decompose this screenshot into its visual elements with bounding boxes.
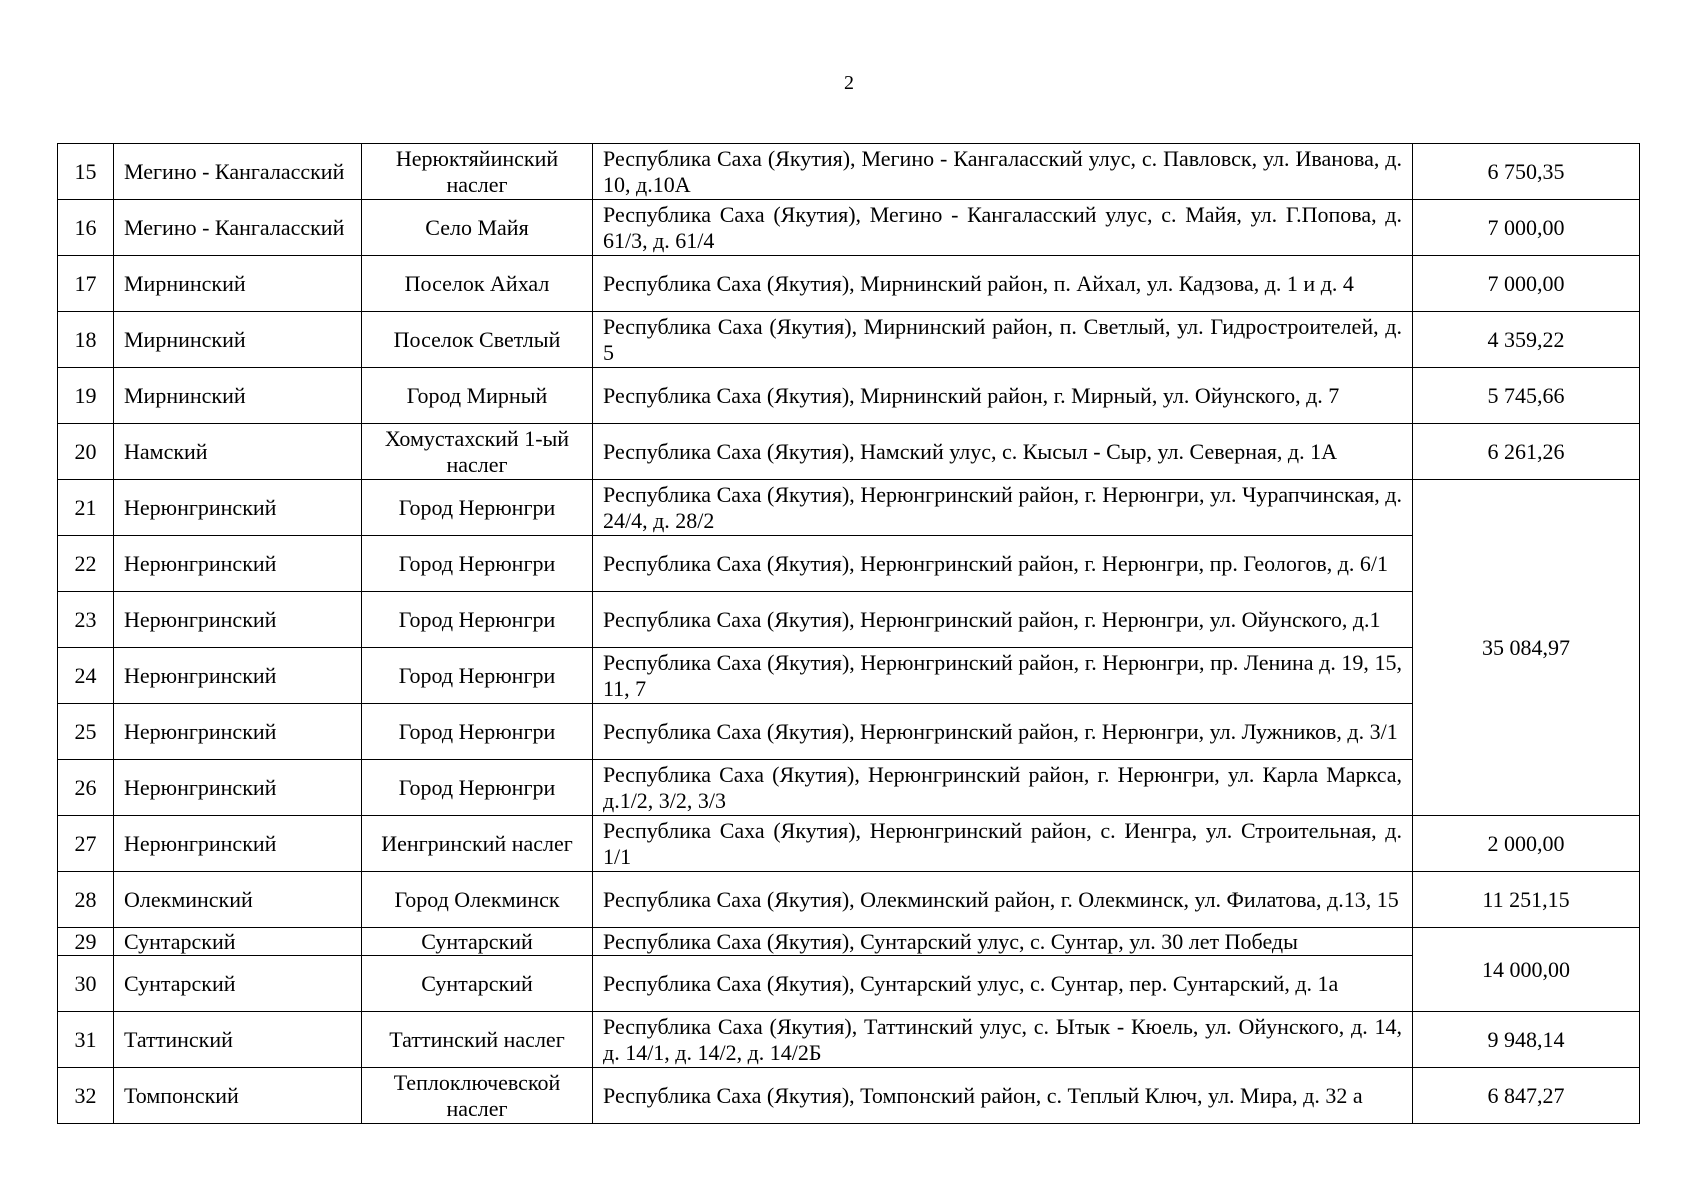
table-row [58, 592, 1640, 648]
amount-cell: 4 359,22 [1413, 312, 1640, 368]
settlement-cell: Город Олекминск [362, 872, 593, 928]
merged-amount-cell: 35 084,97 [1413, 480, 1640, 816]
row-number: 30 [58, 956, 114, 1012]
settlement-cell: Город Нерюнгри [362, 760, 593, 816]
settlement-cell: Село Майя [362, 200, 593, 256]
row-number: 22 [58, 536, 114, 592]
address-cell: Республика Саха (Якутия), Мегино - Кангаласский улус, с. Майя, ул. Г.Попова, д. 61/3, д. 61/4 [593, 200, 1413, 256]
address-cell: Республика Саха (Якутия), Сунтарский улус, с. Сунтар, пер. Сунтарский, д. 1а [593, 956, 1413, 1012]
amount-cell: 5 745,66 [1413, 368, 1640, 424]
settlement-cell: Город Нерюнгри [362, 592, 593, 648]
table-row [58, 1012, 1640, 1068]
amount-cell: 7 000,00 [1413, 200, 1640, 256]
district-cell: Томпонский [114, 1068, 362, 1124]
address-cell: Республика Саха (Якутия), Мирнинский район, г. Мирный, ул. Ойунского, д. 7 [593, 368, 1413, 424]
merged-amount-cell: 14 000,00 [1413, 928, 1640, 1012]
settlement-cell: Таттинский наслег [362, 1012, 593, 1068]
row-number: 23 [58, 592, 114, 648]
amount-cell: 2 000,00 [1413, 816, 1640, 872]
table-row [58, 424, 1640, 480]
row-number: 26 [58, 760, 114, 816]
address-cell: Республика Саха (Якутия), Нерюнгринский район, г. Нерюнгри, пр. Геологов, д. 6/1 [593, 536, 1413, 592]
amount-cell: 6 847,27 [1413, 1068, 1640, 1124]
address-cell: Республика Саха (Якутия), Нерюнгринский район, г. Нерюнгри, ул. Лужников, д. 3/1 [593, 704, 1413, 760]
settlement-cell: Теплоключевской наслег [362, 1068, 593, 1124]
amount-cell: 6 261,26 [1413, 424, 1640, 480]
district-cell: Мирнинский [114, 256, 362, 312]
address-amount-table [57, 143, 1640, 1124]
row-number: 16 [58, 200, 114, 256]
settlement-cell: Иенгринский наслег [362, 816, 593, 872]
settlement-cell: Нерюктяйинский наслег [362, 144, 593, 200]
amount-cell: 11 251,15 [1413, 872, 1640, 928]
settlement-cell: Сунтарский [362, 928, 593, 956]
address-cell: Республика Саха (Якутия), Мирнинский район, п. Светлый, ул. Гидростроителей, д. 5 [593, 312, 1413, 368]
table-row [58, 1068, 1640, 1124]
row-number: 17 [58, 256, 114, 312]
table-row [58, 536, 1640, 592]
address-cell: Республика Саха (Якутия), Нерюнгринский район, г. Нерюнгри, ул. Чурапчинская, д. 24/4, д. 28/2 [593, 480, 1413, 536]
settlement-cell: Город Мирный [362, 368, 593, 424]
row-number: 32 [58, 1068, 114, 1124]
address-cell: Республика Саха (Якутия), Таттинский улус, с. Ытык - Кюель, ул. Ойунского, д. 14, д. 14/1, д. 14/2, д. 14/2Б [593, 1012, 1413, 1068]
settlement-cell: Поселок Айхал [362, 256, 593, 312]
row-number: 18 [58, 312, 114, 368]
row-number: 20 [58, 424, 114, 480]
settlement-cell: Сунтарский [362, 956, 593, 1012]
district-cell: Нерюнгринский [114, 480, 362, 536]
table-row [58, 704, 1640, 760]
district-cell: Сунтарский [114, 956, 362, 1012]
row-number: 29 [58, 928, 114, 956]
district-cell: Нерюнгринский [114, 704, 362, 760]
district-cell: Нерюнгринский [114, 592, 362, 648]
table-row [58, 256, 1640, 312]
district-cell: Сунтарский [114, 928, 362, 956]
district-cell: Олекминский [114, 872, 362, 928]
district-cell: Нерюнгринский [114, 536, 362, 592]
district-cell: Мирнинский [114, 368, 362, 424]
page-number: 2 [844, 72, 854, 94]
settlement-cell: Поселок Светлый [362, 312, 593, 368]
table-row [58, 760, 1640, 816]
row-number: 28 [58, 872, 114, 928]
amount-cell: 7 000,00 [1413, 256, 1640, 312]
settlement-cell: Город Нерюнгри [362, 648, 593, 704]
row-number: 21 [58, 480, 114, 536]
address-cell: Республика Саха (Якутия), Томпонский район, с. Теплый Ключ, ул. Мира, д. 32 а [593, 1068, 1413, 1124]
district-cell: Мегино - Кангаласский [114, 144, 362, 200]
table-row [58, 816, 1640, 872]
district-cell: Нерюнгринский [114, 760, 362, 816]
table-row [58, 368, 1640, 424]
address-cell: Республика Саха (Якутия), Нерюнгринский район, г. Нерюнгри, пр. Ленина д. 19, 15, 11, 7 [593, 648, 1413, 704]
table-row [58, 200, 1640, 256]
settlement-cell: Хомустахский 1-ый наслег [362, 424, 593, 480]
settlement-cell: Город Нерюнгри [362, 704, 593, 760]
settlement-cell: Город Нерюнгри [362, 536, 593, 592]
amount-cell: 6 750,35 [1413, 144, 1640, 200]
table-row [58, 480, 1640, 536]
row-number: 25 [58, 704, 114, 760]
address-cell: Республика Саха (Якутия), Олекминский район, г. Олекминск, ул. Филатова, д.13, 15 [593, 872, 1413, 928]
address-cell: Республика Саха (Якутия), Нерюнгринский район, г. Нерюнгри, ул. Карла Маркса, д.1/2, 3/2, 3/3 [593, 760, 1413, 816]
address-cell: Республика Саха (Якутия), Мегино - Кангаласский улус, с. Павловск, ул. Иванова, д. 10, д.10А [593, 144, 1413, 200]
table-row [58, 648, 1640, 704]
row-number: 19 [58, 368, 114, 424]
table-row [58, 312, 1640, 368]
address-cell: Республика Саха (Якутия), Намский улус, с. Кысыл - Сыр, ул. Северная, д. 1А [593, 424, 1413, 480]
row-number: 24 [58, 648, 114, 704]
district-cell: Нерюнгринский [114, 648, 362, 704]
settlement-cell: Город Нерюнгри [362, 480, 593, 536]
row-number: 31 [58, 1012, 114, 1068]
table-row [58, 928, 1640, 956]
row-number: 15 [58, 144, 114, 200]
table-row [58, 144, 1640, 200]
table-row [58, 872, 1640, 928]
district-cell: Мегино - Кангаласский [114, 200, 362, 256]
district-cell: Нерюнгринский [114, 816, 362, 872]
address-cell: Республика Саха (Якутия), Сунтарский улус, с. Сунтар, ул. 30 лет Победы [593, 928, 1413, 956]
table-row [58, 956, 1640, 1012]
row-number: 27 [58, 816, 114, 872]
address-cell: Республика Саха (Якутия), Нерюнгринский район, с. Иенгра, ул. Строительная, д. 1/1 [593, 816, 1413, 872]
district-cell: Таттинский [114, 1012, 362, 1068]
amount-cell: 9 948,14 [1413, 1012, 1640, 1068]
district-cell: Мирнинский [114, 312, 362, 368]
address-cell: Республика Саха (Якутия), Мирнинский район, п. Айхал, ул. Кадзова, д. 1 и д. 4 [593, 256, 1413, 312]
district-cell: Намский [114, 424, 362, 480]
address-cell: Республика Саха (Якутия), Нерюнгринский район, г. Нерюнгри, ул. Ойунского, д.1 [593, 592, 1413, 648]
